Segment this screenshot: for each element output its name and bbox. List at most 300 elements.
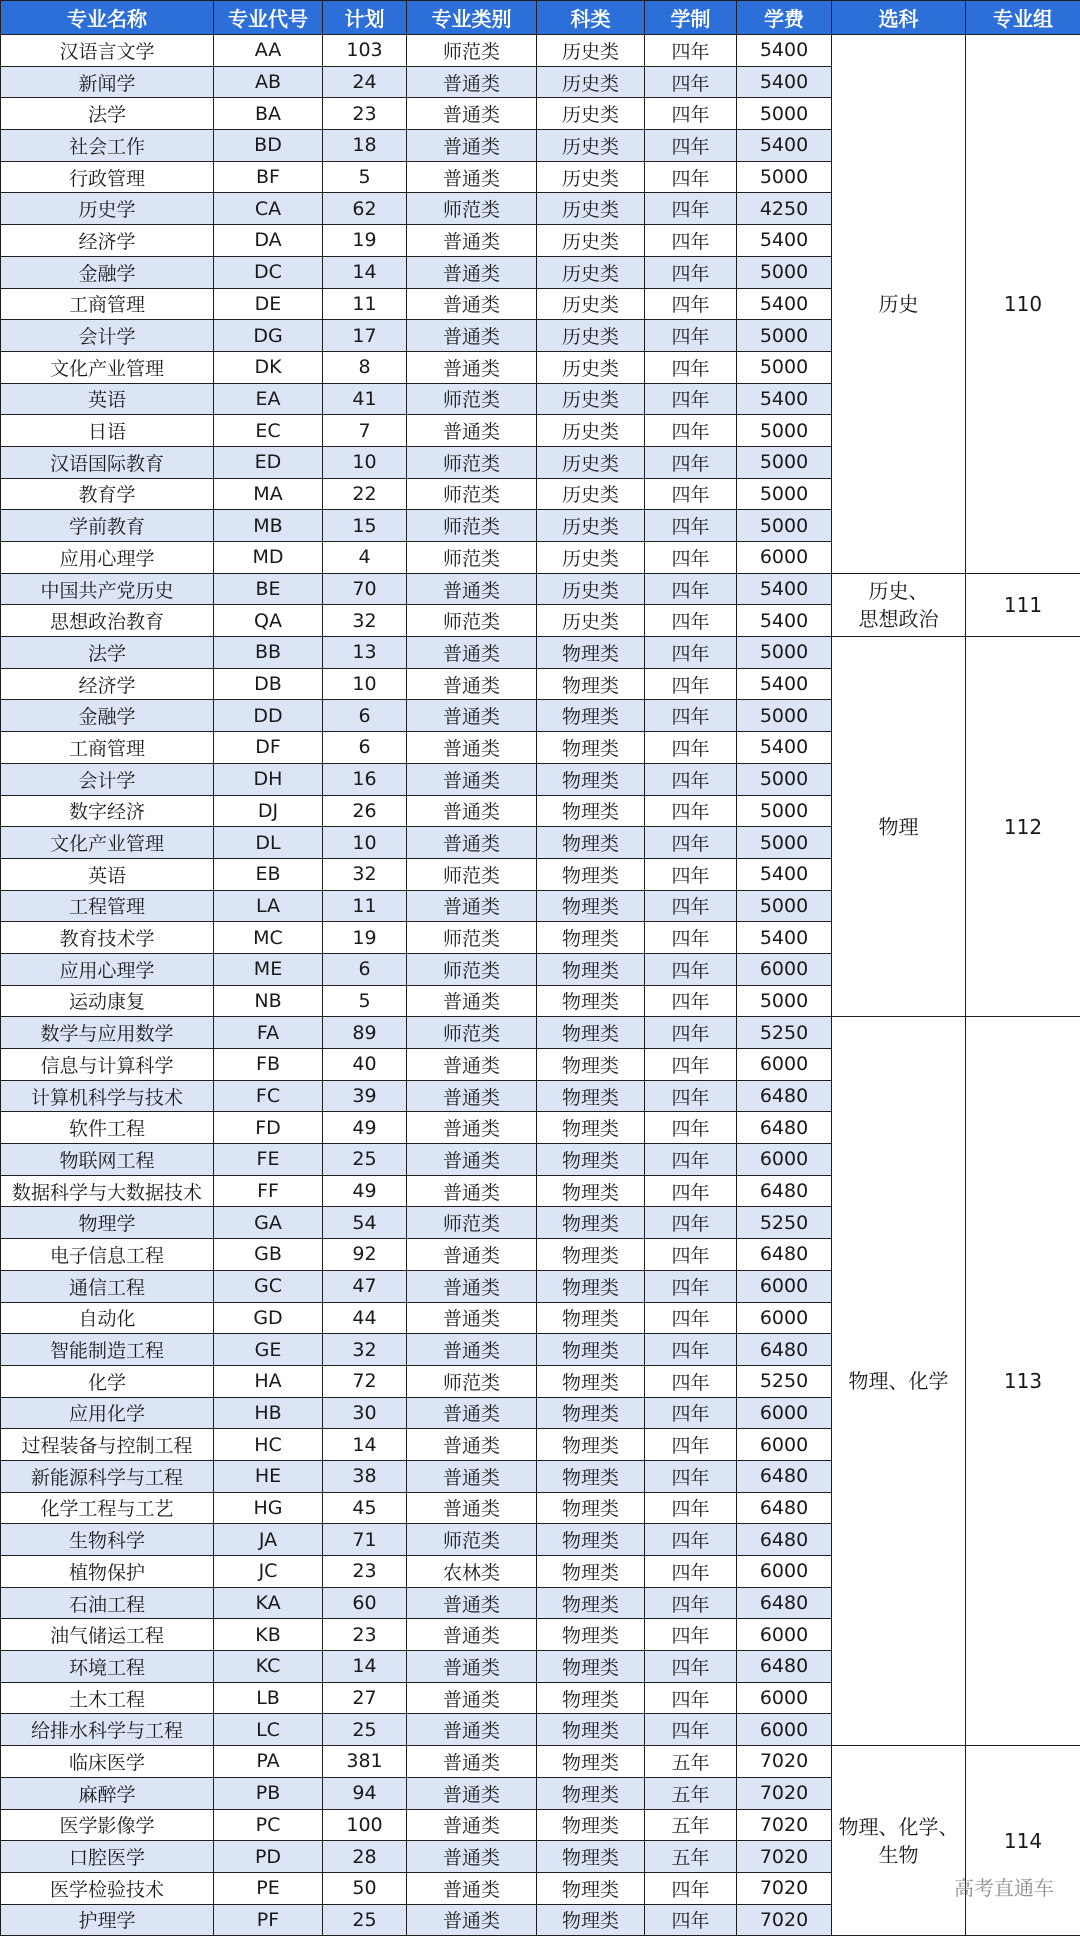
tuition-cell: 5400 xyxy=(737,605,832,637)
plan-count-cell: 6 xyxy=(323,732,407,764)
subject-type-cell: 物理类 xyxy=(537,1397,645,1429)
tuition-cell: 6480 xyxy=(737,1080,832,1112)
tuition-cell: 6480 xyxy=(737,1175,832,1207)
duration-cell: 四年 xyxy=(645,1460,737,1492)
table-row xyxy=(1,1017,1080,1049)
header-tuition: 学费 xyxy=(737,1,832,35)
plan-count-cell: 49 xyxy=(323,1112,407,1144)
tuition-cell: 6000 xyxy=(737,542,832,574)
plan-count-cell: 72 xyxy=(323,1365,407,1397)
major-code-cell: DK xyxy=(214,351,323,383)
tuition-cell: 5000 xyxy=(737,985,832,1017)
plan-count-cell: 49 xyxy=(323,1175,407,1207)
subject-type-cell: 历史类 xyxy=(537,225,645,257)
plan-count-cell: 7 xyxy=(323,415,407,447)
tuition-cell: 6000 xyxy=(737,1270,832,1302)
tuition-cell: 5000 xyxy=(737,478,832,510)
major-code-cell: KB xyxy=(214,1619,323,1651)
duration-cell: 四年 xyxy=(645,66,737,98)
major-category-cell: 普通类 xyxy=(407,1587,537,1619)
subject-type-cell: 历史类 xyxy=(537,130,645,162)
duration-cell: 四年 xyxy=(645,256,737,288)
tuition-cell: 4250 xyxy=(737,193,832,225)
plan-count-cell: 47 xyxy=(323,1270,407,1302)
duration-cell: 四年 xyxy=(645,446,737,478)
subject-type-cell: 历史类 xyxy=(537,35,645,67)
major-name-cell: 思想政治教育 xyxy=(1,605,214,637)
tuition-cell: 5250 xyxy=(737,1017,832,1049)
plan-count-cell: 25 xyxy=(323,1144,407,1176)
duration-cell: 四年 xyxy=(645,1302,737,1334)
header-duration: 学制 xyxy=(645,1,737,35)
major-name-cell: 数据科学与大数据技术 xyxy=(1,1175,214,1207)
duration-cell: 四年 xyxy=(645,732,737,764)
plan-count-cell: 54 xyxy=(323,1207,407,1239)
major-code-cell: ME xyxy=(214,953,323,985)
major-name-cell: 工商管理 xyxy=(1,732,214,764)
plan-count-cell: 39 xyxy=(323,1080,407,1112)
plan-count-cell: 14 xyxy=(323,256,407,288)
plan-count-cell: 41 xyxy=(323,383,407,415)
major-category-cell: 普通类 xyxy=(407,1302,537,1334)
subject-type-cell: 历史类 xyxy=(537,415,645,447)
duration-cell: 四年 xyxy=(645,1017,737,1049)
major-code-cell: GC xyxy=(214,1270,323,1302)
duration-cell: 四年 xyxy=(645,1682,737,1714)
major-code-cell: DL xyxy=(214,827,323,859)
tuition-cell: 6000 xyxy=(737,953,832,985)
tuition-cell: 6480 xyxy=(737,1524,832,1556)
major-category-cell: 普通类 xyxy=(407,668,537,700)
header-major-group: 专业组 xyxy=(966,1,1080,35)
major-code-cell: GD xyxy=(214,1302,323,1334)
major-category-cell: 普通类 xyxy=(407,161,537,193)
major-name-cell: 汉语言文学 xyxy=(1,35,214,67)
major-category-cell: 普通类 xyxy=(407,1080,537,1112)
major-category-cell: 师范类 xyxy=(407,510,537,542)
major-code-cell: FE xyxy=(214,1144,323,1176)
tuition-cell: 6000 xyxy=(737,1682,832,1714)
major-code-cell: MB xyxy=(214,510,323,542)
tuition-cell: 5000 xyxy=(737,795,832,827)
major-name-cell: 软件工程 xyxy=(1,1112,214,1144)
plan-count-cell: 94 xyxy=(323,1777,407,1809)
subject-type-cell: 物理类 xyxy=(537,637,645,669)
major-name-cell: 英语 xyxy=(1,383,214,415)
elective-subjects-cell: 历史 xyxy=(832,35,966,574)
plan-count-cell: 381 xyxy=(323,1746,407,1778)
major-code-cell: DH xyxy=(214,763,323,795)
header-major-code: 专业代号 xyxy=(214,1,323,35)
major-code-cell: HE xyxy=(214,1460,323,1492)
major-code-cell: BA xyxy=(214,98,323,130)
tuition-cell: 7020 xyxy=(737,1809,832,1841)
tuition-cell: 5400 xyxy=(737,66,832,98)
duration-cell: 四年 xyxy=(645,1175,737,1207)
major-category-cell: 普通类 xyxy=(407,1651,537,1683)
duration-cell: 四年 xyxy=(645,1144,737,1176)
major-code-cell: BD xyxy=(214,130,323,162)
major-group-cell: 113 xyxy=(966,1017,1080,1746)
major-category-cell: 普通类 xyxy=(407,1492,537,1524)
major-name-cell: 计算机科学与技术 xyxy=(1,1080,214,1112)
major-code-cell: FD xyxy=(214,1112,323,1144)
subject-type-cell: 历史类 xyxy=(537,193,645,225)
major-code-cell: LB xyxy=(214,1682,323,1714)
tuition-cell: 5250 xyxy=(737,1207,832,1239)
subject-type-cell: 历史类 xyxy=(537,256,645,288)
major-category-cell: 普通类 xyxy=(407,1904,537,1936)
major-category-cell: 普通类 xyxy=(407,573,537,605)
major-code-cell: MC xyxy=(214,922,323,954)
major-name-cell: 汉语国际教育 xyxy=(1,446,214,478)
plan-count-cell: 6 xyxy=(323,700,407,732)
duration-cell: 四年 xyxy=(645,1872,737,1904)
major-name-cell: 经济学 xyxy=(1,225,214,257)
plan-count-cell: 27 xyxy=(323,1682,407,1714)
major-code-cell: HA xyxy=(214,1365,323,1397)
plan-count-cell: 70 xyxy=(323,573,407,605)
plan-count-cell: 32 xyxy=(323,858,407,890)
major-name-cell: 会计学 xyxy=(1,320,214,352)
major-name-cell: 数学与应用数学 xyxy=(1,1017,214,1049)
major-name-cell: 石油工程 xyxy=(1,1587,214,1619)
header-plan: 计划 xyxy=(323,1,407,35)
header-row xyxy=(1,1,1080,35)
duration-cell: 四年 xyxy=(645,1112,737,1144)
major-name-cell: 行政管理 xyxy=(1,161,214,193)
duration-cell: 四年 xyxy=(645,1524,737,1556)
major-category-cell: 师范类 xyxy=(407,383,537,415)
major-name-cell: 自动化 xyxy=(1,1302,214,1334)
major-category-cell: 普通类 xyxy=(407,66,537,98)
tuition-cell: 5400 xyxy=(737,732,832,764)
plan-count-cell: 92 xyxy=(323,1239,407,1271)
major-category-cell: 普通类 xyxy=(407,1777,537,1809)
plan-count-cell: 10 xyxy=(323,827,407,859)
tuition-cell: 7020 xyxy=(737,1841,832,1873)
major-category-cell: 师范类 xyxy=(407,542,537,574)
duration-cell: 四年 xyxy=(645,1492,737,1524)
major-name-cell: 应用心理学 xyxy=(1,542,214,574)
table-row xyxy=(1,637,1080,669)
plan-count-cell: 8 xyxy=(323,351,407,383)
major-code-cell: DE xyxy=(214,288,323,320)
duration-cell: 四年 xyxy=(645,922,737,954)
major-category-cell: 师范类 xyxy=(407,193,537,225)
plan-count-cell: 17 xyxy=(323,320,407,352)
major-code-cell: HG xyxy=(214,1492,323,1524)
major-category-cell: 普通类 xyxy=(407,732,537,764)
duration-cell: 四年 xyxy=(645,1080,737,1112)
duration-cell: 五年 xyxy=(645,1841,737,1873)
major-group-cell: 112 xyxy=(966,637,1080,1017)
major-name-cell: 金融学 xyxy=(1,700,214,732)
plan-count-cell: 10 xyxy=(323,446,407,478)
major-category-cell: 师范类 xyxy=(407,1017,537,1049)
subject-type-cell: 物理类 xyxy=(537,1714,645,1746)
plan-count-cell: 22 xyxy=(323,478,407,510)
subject-type-cell: 物理类 xyxy=(537,1587,645,1619)
duration-cell: 四年 xyxy=(645,1587,737,1619)
major-name-cell: 法学 xyxy=(1,98,214,130)
plan-count-cell: 100 xyxy=(323,1809,407,1841)
elective-subjects-cell: 物理 xyxy=(832,637,966,1017)
plan-count-cell: 40 xyxy=(323,1049,407,1081)
major-category-cell: 普通类 xyxy=(407,1144,537,1176)
subject-type-cell: 物理类 xyxy=(537,890,645,922)
major-name-cell: 应用化学 xyxy=(1,1397,214,1429)
duration-cell: 四年 xyxy=(645,795,737,827)
subject-type-cell: 物理类 xyxy=(537,1492,645,1524)
major-name-cell: 生物科学 xyxy=(1,1524,214,1556)
major-code-cell: DB xyxy=(214,668,323,700)
tuition-cell: 5000 xyxy=(737,161,832,193)
subject-type-cell: 历史类 xyxy=(537,383,645,415)
major-code-cell: BB xyxy=(214,637,323,669)
tuition-cell: 7020 xyxy=(737,1746,832,1778)
major-code-cell: NB xyxy=(214,985,323,1017)
major-category-cell: 普通类 xyxy=(407,1397,537,1429)
major-code-cell: KA xyxy=(214,1587,323,1619)
tuition-cell: 5400 xyxy=(737,130,832,162)
subject-type-cell: 物理类 xyxy=(537,953,645,985)
tuition-cell: 5400 xyxy=(737,288,832,320)
plan-count-cell: 4 xyxy=(323,542,407,574)
plan-count-cell: 25 xyxy=(323,1904,407,1936)
duration-cell: 四年 xyxy=(645,858,737,890)
subject-type-cell: 物理类 xyxy=(537,1080,645,1112)
major-category-cell: 普通类 xyxy=(407,320,537,352)
major-category-cell: 普通类 xyxy=(407,700,537,732)
duration-cell: 四年 xyxy=(645,1714,737,1746)
major-name-cell: 工程管理 xyxy=(1,890,214,922)
major-category-cell: 普通类 xyxy=(407,1112,537,1144)
major-code-cell: FF xyxy=(214,1175,323,1207)
duration-cell: 四年 xyxy=(645,573,737,605)
tuition-cell: 5000 xyxy=(737,351,832,383)
major-name-cell: 金融学 xyxy=(1,256,214,288)
major-code-cell: GA xyxy=(214,1207,323,1239)
major-name-cell: 通信工程 xyxy=(1,1270,214,1302)
major-category-cell: 普通类 xyxy=(407,1872,537,1904)
subject-type-cell: 物理类 xyxy=(537,827,645,859)
tuition-cell: 5000 xyxy=(737,510,832,542)
duration-cell: 四年 xyxy=(645,130,737,162)
plan-count-cell: 19 xyxy=(323,922,407,954)
major-category-cell: 师范类 xyxy=(407,446,537,478)
major-category-cell: 普通类 xyxy=(407,288,537,320)
major-name-cell: 会计学 xyxy=(1,763,214,795)
major-name-cell: 社会工作 xyxy=(1,130,214,162)
subject-type-cell: 物理类 xyxy=(537,1270,645,1302)
tuition-cell: 6000 xyxy=(737,1556,832,1588)
tuition-cell: 5000 xyxy=(737,700,832,732)
tuition-cell: 6000 xyxy=(737,1714,832,1746)
plan-count-cell: 30 xyxy=(323,1397,407,1429)
major-category-cell: 师范类 xyxy=(407,478,537,510)
subject-type-cell: 物理类 xyxy=(537,985,645,1017)
major-code-cell: LC xyxy=(214,1714,323,1746)
duration-cell: 四年 xyxy=(645,1619,737,1651)
tuition-cell: 5000 xyxy=(737,763,832,795)
major-code-cell: ED xyxy=(214,446,323,478)
tuition-cell: 5400 xyxy=(737,35,832,67)
duration-cell: 四年 xyxy=(645,510,737,542)
major-code-cell: DG xyxy=(214,320,323,352)
major-code-cell: PA xyxy=(214,1746,323,1778)
subject-type-cell: 物理类 xyxy=(537,1904,645,1936)
plan-count-cell: 89 xyxy=(323,1017,407,1049)
tuition-cell: 5400 xyxy=(737,225,832,257)
major-name-cell: 运动康复 xyxy=(1,985,214,1017)
major-category-cell: 普通类 xyxy=(407,256,537,288)
subject-type-cell: 物理类 xyxy=(537,1144,645,1176)
duration-cell: 四年 xyxy=(645,700,737,732)
major-code-cell: HB xyxy=(214,1397,323,1429)
major-code-cell: FB xyxy=(214,1049,323,1081)
major-name-cell: 教育学 xyxy=(1,478,214,510)
duration-cell: 四年 xyxy=(645,193,737,225)
tuition-cell: 5000 xyxy=(737,827,832,859)
plan-count-cell: 16 xyxy=(323,763,407,795)
plan-count-cell: 32 xyxy=(323,1334,407,1366)
duration-cell: 四年 xyxy=(645,1651,737,1683)
tuition-cell: 6000 xyxy=(737,1397,832,1429)
subject-type-cell: 物理类 xyxy=(537,763,645,795)
header-subject-type: 科类 xyxy=(537,1,645,35)
major-category-cell: 普通类 xyxy=(407,1175,537,1207)
major-name-cell: 工商管理 xyxy=(1,288,214,320)
duration-cell: 四年 xyxy=(645,225,737,257)
major-name-cell: 过程装备与控制工程 xyxy=(1,1429,214,1461)
duration-cell: 四年 xyxy=(645,1270,737,1302)
major-category-cell: 师范类 xyxy=(407,953,537,985)
major-category-cell: 普通类 xyxy=(407,1239,537,1271)
subject-type-cell: 物理类 xyxy=(537,922,645,954)
major-category-cell: 普通类 xyxy=(407,890,537,922)
subject-type-cell: 物理类 xyxy=(537,732,645,764)
major-group-cell: 114 xyxy=(966,1746,1080,1936)
plan-count-cell: 50 xyxy=(323,1872,407,1904)
major-category-cell: 普通类 xyxy=(407,1460,537,1492)
subject-type-cell: 物理类 xyxy=(537,1239,645,1271)
plan-count-cell: 19 xyxy=(323,225,407,257)
table-row xyxy=(1,573,1080,605)
major-name-cell: 英语 xyxy=(1,858,214,890)
major-code-cell: PF xyxy=(214,1904,323,1936)
tuition-cell: 5250 xyxy=(737,1365,832,1397)
plan-count-cell: 23 xyxy=(323,98,407,130)
major-name-cell: 环境工程 xyxy=(1,1651,214,1683)
duration-cell: 四年 xyxy=(645,35,737,67)
major-category-cell: 普通类 xyxy=(407,1714,537,1746)
major-category-cell: 普通类 xyxy=(407,1746,537,1778)
major-code-cell: DD xyxy=(214,700,323,732)
major-name-cell: 医学影像学 xyxy=(1,1809,214,1841)
major-name-cell: 化学工程与工艺 xyxy=(1,1492,214,1524)
major-category-cell: 师范类 xyxy=(407,1524,537,1556)
tuition-cell: 6480 xyxy=(737,1460,832,1492)
major-name-cell: 智能制造工程 xyxy=(1,1334,214,1366)
major-code-cell: PE xyxy=(214,1872,323,1904)
duration-cell: 四年 xyxy=(645,827,737,859)
subject-type-cell: 物理类 xyxy=(537,1682,645,1714)
tuition-cell: 6480 xyxy=(737,1587,832,1619)
elective-subjects-cell: 物理、化学、 生物 xyxy=(832,1746,966,1936)
major-code-cell: PC xyxy=(214,1809,323,1841)
tuition-cell: 5400 xyxy=(737,858,832,890)
subject-type-cell: 物理类 xyxy=(537,1207,645,1239)
major-name-cell: 文化产业管理 xyxy=(1,351,214,383)
subject-type-cell: 历史类 xyxy=(537,573,645,605)
tuition-cell: 7020 xyxy=(737,1777,832,1809)
major-name-cell: 临床医学 xyxy=(1,1746,214,1778)
major-category-cell: 师范类 xyxy=(407,1207,537,1239)
major-code-cell: PB xyxy=(214,1777,323,1809)
duration-cell: 四年 xyxy=(645,542,737,574)
table-row xyxy=(1,1746,1080,1778)
major-name-cell: 医学检验技术 xyxy=(1,1872,214,1904)
major-code-cell: FA xyxy=(214,1017,323,1049)
major-name-cell: 历史学 xyxy=(1,193,214,225)
major-code-cell: EC xyxy=(214,415,323,447)
tuition-cell: 5000 xyxy=(737,256,832,288)
tuition-cell: 6000 xyxy=(737,1144,832,1176)
major-category-cell: 师范类 xyxy=(407,605,537,637)
major-code-cell: EA xyxy=(214,383,323,415)
tuition-cell: 6480 xyxy=(737,1112,832,1144)
major-category-cell: 普通类 xyxy=(407,985,537,1017)
tuition-cell: 5000 xyxy=(737,415,832,447)
major-name-cell: 土木工程 xyxy=(1,1682,214,1714)
major-name-cell: 麻醉学 xyxy=(1,1777,214,1809)
tuition-cell: 6000 xyxy=(737,1429,832,1461)
major-category-cell: 师范类 xyxy=(407,922,537,954)
major-group-cell: 110 xyxy=(966,35,1080,574)
plan-count-cell: 13 xyxy=(323,637,407,669)
duration-cell: 四年 xyxy=(645,1397,737,1429)
major-name-cell: 电子信息工程 xyxy=(1,1239,214,1271)
subject-type-cell: 物理类 xyxy=(537,1175,645,1207)
major-category-cell: 普通类 xyxy=(407,763,537,795)
major-code-cell: CA xyxy=(214,193,323,225)
duration-cell: 五年 xyxy=(645,1746,737,1778)
tuition-cell: 5000 xyxy=(737,446,832,478)
major-code-cell: AB xyxy=(214,66,323,98)
watermark-text: 高考直通车 xyxy=(954,1872,1054,1901)
plan-count-cell: 23 xyxy=(323,1619,407,1651)
major-code-cell: LA xyxy=(214,890,323,922)
tuition-cell: 5400 xyxy=(737,668,832,700)
subject-type-cell: 物理类 xyxy=(537,1809,645,1841)
plan-count-cell: 10 xyxy=(323,668,407,700)
plan-count-cell: 24 xyxy=(323,66,407,98)
major-category-cell: 普通类 xyxy=(407,1429,537,1461)
major-category-cell: 普通类 xyxy=(407,1619,537,1651)
plan-count-cell: 25 xyxy=(323,1714,407,1746)
major-code-cell: PD xyxy=(214,1841,323,1873)
plan-count-cell: 45 xyxy=(323,1492,407,1524)
subject-type-cell: 历史类 xyxy=(537,351,645,383)
plan-count-cell: 23 xyxy=(323,1556,407,1588)
duration-cell: 四年 xyxy=(645,605,737,637)
major-category-cell: 普通类 xyxy=(407,827,537,859)
major-name-cell: 新能源科学与工程 xyxy=(1,1460,214,1492)
plan-count-cell: 103 xyxy=(323,35,407,67)
subject-type-cell: 物理类 xyxy=(537,1460,645,1492)
major-name-cell: 护理学 xyxy=(1,1904,214,1936)
